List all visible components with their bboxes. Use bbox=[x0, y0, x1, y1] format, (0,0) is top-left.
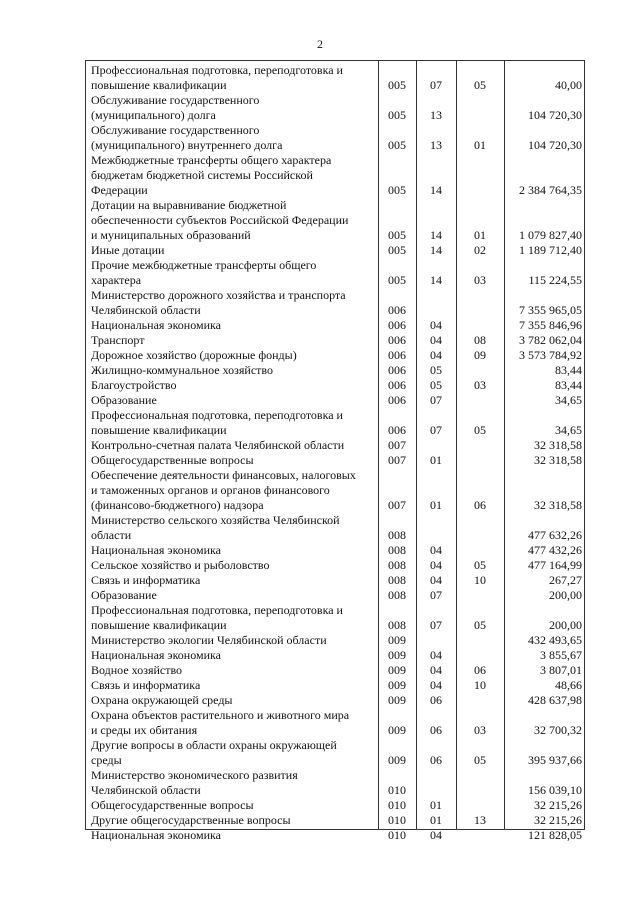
row-name-line: Национальная экономика bbox=[91, 318, 221, 332]
row-name bbox=[91, 693, 373, 708]
section-code: 06 bbox=[430, 753, 442, 767]
row-name-line: области bbox=[91, 528, 132, 542]
table-row bbox=[86, 663, 584, 678]
subsection-code: 02 bbox=[474, 243, 486, 257]
row-name-line: Дорожное хозяйство (дорожные фонды) bbox=[91, 348, 297, 362]
dept-code: 008 bbox=[388, 573, 406, 587]
subsection-code: 06 bbox=[474, 498, 486, 512]
table-row bbox=[86, 288, 584, 318]
dept-code: 007 bbox=[388, 438, 406, 452]
amount: 7 355 965,05 bbox=[519, 303, 582, 317]
row-name-line: среды bbox=[91, 753, 122, 767]
row-name bbox=[91, 513, 373, 543]
dept-code: 008 bbox=[388, 528, 406, 542]
row-name-line: Охрана объектов растительного и животного мира bbox=[91, 708, 350, 722]
amount: 83,44 bbox=[555, 363, 582, 377]
section-code: 14 bbox=[430, 273, 442, 287]
table-row bbox=[86, 378, 584, 393]
table-row bbox=[86, 333, 584, 348]
amount: 32 318,58 bbox=[534, 453, 582, 467]
dept-code: 008 bbox=[388, 618, 406, 632]
row-name bbox=[91, 63, 373, 93]
subsection-code: 05 bbox=[474, 78, 486, 92]
amount: 1 079 827,40 bbox=[519, 228, 582, 242]
row-name-line: повышение квалификации bbox=[91, 618, 227, 632]
dept-code: 005 bbox=[388, 228, 406, 242]
amount: 477 432,26 bbox=[528, 543, 582, 557]
row-name bbox=[91, 243, 373, 258]
dept-code: 007 bbox=[388, 498, 406, 512]
row-name bbox=[91, 798, 373, 813]
row-name-line: Профессиональная подготовка, переподготовка и bbox=[91, 603, 343, 617]
row-name-line: и среды их обитания bbox=[91, 723, 198, 737]
section-code: 01 bbox=[430, 453, 442, 467]
row-name-line: Связь и информатика bbox=[91, 678, 201, 692]
amount: 40,00 bbox=[555, 78, 582, 92]
row-name bbox=[91, 393, 373, 408]
amount: 200,00 bbox=[549, 618, 582, 632]
table-row bbox=[86, 93, 584, 123]
row-name-line: Министерство дорожного хозяйства и транспорта bbox=[91, 288, 346, 302]
row-name-line: Профессиональная подготовка, переподготовка и bbox=[91, 63, 343, 77]
amount: 115 224,55 bbox=[528, 273, 582, 287]
row-name-line: Челябинской области bbox=[91, 783, 201, 797]
amount: 3 855,67 bbox=[540, 648, 582, 662]
table-row bbox=[86, 678, 584, 693]
amount: 32 215,26 bbox=[534, 813, 582, 827]
row-name-line: Национальная экономика bbox=[91, 648, 221, 662]
subsection-code: 10 bbox=[474, 573, 486, 587]
section-code: 01 bbox=[430, 498, 442, 512]
section-code: 04 bbox=[430, 318, 442, 332]
section-code: 13 bbox=[430, 138, 442, 152]
dept-code: 005 bbox=[388, 183, 406, 197]
table-row bbox=[86, 738, 584, 768]
amount: 2 384 764,35 bbox=[519, 183, 582, 197]
row-name bbox=[91, 768, 373, 798]
section-code: 14 bbox=[430, 183, 442, 197]
row-name-line: (финансово-бюджетного) надзора bbox=[91, 498, 264, 512]
table-row bbox=[86, 348, 584, 363]
dept-code: 009 bbox=[388, 753, 406, 767]
amount: 32 318,58 bbox=[534, 438, 582, 452]
amount: 3 807,01 bbox=[540, 663, 582, 677]
subsection-code: 09 bbox=[474, 348, 486, 362]
subsection-code: 10 bbox=[474, 678, 486, 692]
row-name bbox=[91, 153, 373, 198]
row-name bbox=[91, 588, 373, 603]
row-name-line: Дотации на выравнивание бюджетной bbox=[91, 198, 287, 212]
row-name-line: Общегосударственные вопросы bbox=[91, 798, 254, 812]
section-code: 04 bbox=[430, 573, 442, 587]
amount: 477 164,99 bbox=[528, 558, 582, 572]
row-name-line: Обслуживание государственного bbox=[91, 123, 260, 137]
row-name bbox=[91, 738, 373, 768]
row-name bbox=[91, 543, 373, 558]
dept-code: 005 bbox=[388, 108, 406, 122]
row-name bbox=[91, 468, 373, 513]
row-name-line: Министерство экономического развития bbox=[91, 768, 298, 782]
dept-code: 008 bbox=[388, 558, 406, 572]
row-name-line: Общегосударственные вопросы bbox=[91, 453, 254, 467]
table-row bbox=[86, 828, 584, 843]
dept-code: 006 bbox=[388, 378, 406, 392]
amount: 3 782 062,04 bbox=[519, 333, 582, 347]
table-row bbox=[86, 633, 584, 648]
row-name-line: Профессиональная подготовка, переподготовка и bbox=[91, 408, 343, 422]
table-row bbox=[86, 393, 584, 408]
dept-code: 009 bbox=[388, 663, 406, 677]
section-code: 04 bbox=[430, 543, 442, 557]
amount: 267,27 bbox=[549, 573, 582, 587]
subsection-code: 01 bbox=[474, 228, 486, 242]
amount: 32 318,58 bbox=[534, 498, 582, 512]
table-row bbox=[86, 63, 584, 93]
subsection-code: 06 bbox=[474, 663, 486, 677]
row-name bbox=[91, 123, 373, 153]
section-code: 04 bbox=[430, 678, 442, 692]
table-row bbox=[86, 543, 584, 558]
row-name-line: Национальная экономика bbox=[91, 828, 221, 842]
budget-table bbox=[85, 60, 585, 842]
row-name-line: Национальная экономика bbox=[91, 543, 221, 557]
row-name-line: Межбюджетные трансферты общего характера bbox=[91, 153, 332, 167]
table-row bbox=[86, 453, 584, 468]
row-name bbox=[91, 363, 373, 378]
section-code: 07 bbox=[430, 393, 442, 407]
table-row bbox=[86, 468, 584, 513]
dept-code: 010 bbox=[388, 783, 406, 797]
row-name-line: Водное хозяйство bbox=[91, 663, 183, 677]
amount: 200,00 bbox=[549, 588, 582, 602]
row-name bbox=[91, 828, 373, 843]
row-name-line: Связь и информатика bbox=[91, 573, 201, 587]
row-name-line: и муниципальных образований bbox=[91, 228, 251, 242]
dept-code: 006 bbox=[388, 318, 406, 332]
dept-code: 010 bbox=[388, 798, 406, 812]
section-code: 05 bbox=[430, 363, 442, 377]
row-name bbox=[91, 198, 373, 243]
dept-code: 009 bbox=[388, 723, 406, 737]
section-code: 07 bbox=[430, 588, 442, 602]
row-name-line: Другие вопросы в области охраны окружающей bbox=[91, 738, 337, 752]
row-name bbox=[91, 813, 373, 828]
dept-code: 006 bbox=[388, 393, 406, 407]
table-row bbox=[86, 558, 584, 573]
subsection-code: 03 bbox=[474, 378, 486, 392]
section-code: 04 bbox=[430, 648, 442, 662]
table-row bbox=[86, 693, 584, 708]
section-code: 07 bbox=[430, 78, 442, 92]
subsection-code: 13 bbox=[474, 813, 486, 827]
row-name bbox=[91, 333, 373, 348]
row-name bbox=[91, 633, 373, 648]
row-name-line: Сельское хозяйство и рыболовство bbox=[91, 558, 270, 572]
section-code: 06 bbox=[430, 723, 442, 737]
section-code: 06 bbox=[430, 693, 442, 707]
row-name bbox=[91, 318, 373, 333]
dept-code: 006 bbox=[388, 333, 406, 347]
subsection-code: 03 bbox=[474, 723, 486, 737]
amount: 7 355 846,96 bbox=[519, 318, 582, 332]
page-number: 2 bbox=[317, 37, 323, 51]
subsection-code: 01 bbox=[474, 138, 486, 152]
row-name-line: (муниципального) долга bbox=[91, 108, 216, 122]
amount: 121 828,05 bbox=[528, 828, 582, 842]
subsection-code: 08 bbox=[474, 333, 486, 347]
dept-code: 009 bbox=[388, 693, 406, 707]
row-name bbox=[91, 288, 373, 318]
table-row bbox=[86, 153, 584, 198]
section-code: 04 bbox=[430, 663, 442, 677]
table-row bbox=[86, 408, 584, 438]
table-row bbox=[86, 318, 584, 333]
row-name-line: Благоустройство bbox=[91, 378, 177, 392]
row-name bbox=[91, 438, 373, 453]
row-name bbox=[91, 93, 373, 123]
row-name bbox=[91, 663, 373, 678]
row-name-line: обеспеченности субъектов Российской Федерации bbox=[91, 213, 349, 227]
table-row bbox=[86, 198, 584, 243]
row-name-line: Другие общегосударственные вопросы bbox=[91, 813, 291, 827]
table-row bbox=[86, 363, 584, 378]
row-name bbox=[91, 678, 373, 693]
row-name bbox=[91, 378, 373, 393]
row-name-line: Контрольно-счетная палата Челябинской области bbox=[91, 438, 345, 452]
table-row bbox=[86, 588, 584, 603]
amount: 477 632,26 bbox=[528, 528, 582, 542]
table-row bbox=[86, 243, 584, 258]
amount: 83,44 bbox=[555, 378, 582, 392]
row-name-line: Охрана окружающей среды bbox=[91, 693, 233, 707]
row-name-line: Жилищно-коммунальное хозяйство bbox=[91, 363, 274, 377]
row-name-line: Образование bbox=[91, 393, 157, 407]
dept-code: 009 bbox=[388, 648, 406, 662]
amount: 34,65 bbox=[555, 423, 582, 437]
dept-code: 006 bbox=[388, 363, 406, 377]
amount: 1 189 712,40 bbox=[519, 243, 582, 257]
section-code: 01 bbox=[430, 813, 442, 827]
dept-code: 006 bbox=[388, 423, 406, 437]
table-row bbox=[86, 648, 584, 663]
section-code: 01 bbox=[430, 798, 442, 812]
dept-code: 007 bbox=[388, 453, 406, 467]
amount: 104 720,30 bbox=[528, 138, 582, 152]
dept-code: 010 bbox=[388, 813, 406, 827]
row-name-line: Обслуживание государственного bbox=[91, 93, 260, 107]
section-code: 13 bbox=[430, 108, 442, 122]
row-name bbox=[91, 648, 373, 663]
amount: 34,65 bbox=[555, 393, 582, 407]
row-name bbox=[91, 558, 373, 573]
row-name-line: характера bbox=[91, 273, 142, 287]
section-code: 07 bbox=[430, 423, 442, 437]
dept-code: 009 bbox=[388, 633, 406, 647]
section-code: 07 bbox=[430, 618, 442, 632]
row-name-line: Обеспечение деятельности финансовых, налоговых bbox=[91, 468, 356, 482]
section-code: 04 bbox=[430, 333, 442, 347]
subsection-code: 05 bbox=[474, 753, 486, 767]
row-name-line: Транспорт bbox=[91, 333, 145, 347]
subsection-code: 05 bbox=[474, 423, 486, 437]
table-row bbox=[86, 438, 584, 453]
row-name-line: повышение квалификации bbox=[91, 423, 227, 437]
row-name bbox=[91, 453, 373, 468]
table-row bbox=[86, 708, 584, 738]
row-name bbox=[91, 348, 373, 363]
row-name bbox=[91, 708, 373, 738]
table-row bbox=[86, 768, 584, 798]
row-name bbox=[91, 408, 373, 438]
amount: 104 720,30 bbox=[528, 108, 582, 122]
table-row bbox=[86, 573, 584, 588]
row-name bbox=[91, 573, 373, 588]
row-name bbox=[91, 258, 373, 288]
amount: 32 700,32 bbox=[534, 723, 582, 737]
row-name-line: Федерации bbox=[91, 183, 148, 197]
row-name-line: Министерство сельского хозяйства Челябинской bbox=[91, 513, 340, 527]
table-row bbox=[86, 258, 584, 288]
section-code: 04 bbox=[430, 828, 442, 842]
row-name-line: Прочие межбюджетные трансферты общего bbox=[91, 258, 317, 272]
amount: 156 039,10 bbox=[528, 783, 582, 797]
amount: 3 573 784,92 bbox=[519, 348, 582, 362]
table-row bbox=[86, 798, 584, 813]
row-name-line: Челябинской области bbox=[91, 303, 201, 317]
section-code: 04 bbox=[430, 348, 442, 362]
row-name-line: и таможенных органов и органов финансового bbox=[91, 483, 330, 497]
dept-code: 006 bbox=[388, 303, 406, 317]
amount: 48,66 bbox=[555, 678, 582, 692]
dept-code: 005 bbox=[388, 138, 406, 152]
dept-code: 010 bbox=[388, 828, 406, 842]
section-code: 04 bbox=[430, 558, 442, 572]
row-name-line: (муниципального) внутреннего долга bbox=[91, 138, 283, 152]
table-row bbox=[86, 813, 584, 828]
subsection-code: 03 bbox=[474, 273, 486, 287]
row-name bbox=[91, 603, 373, 633]
section-code: 14 bbox=[430, 243, 442, 257]
amount: 432 493,65 bbox=[528, 633, 582, 647]
dept-code: 008 bbox=[388, 543, 406, 557]
amount: 32 215,26 bbox=[534, 798, 582, 812]
row-name-line: бюджетам бюджетной системы Российской bbox=[91, 168, 313, 182]
row-name-line: повышение квалификации bbox=[91, 78, 227, 92]
row-name-line: Министерство экологии Челябинской области bbox=[91, 633, 327, 647]
dept-code: 006 bbox=[388, 348, 406, 362]
table-row bbox=[86, 513, 584, 543]
amount: 428 637,98 bbox=[528, 693, 582, 707]
section-code: 05 bbox=[430, 378, 442, 392]
dept-code: 009 bbox=[388, 678, 406, 692]
dept-code: 008 bbox=[388, 588, 406, 602]
subsection-code: 05 bbox=[474, 558, 486, 572]
subsection-code: 05 bbox=[474, 618, 486, 632]
amount: 395 937,66 bbox=[528, 753, 582, 767]
table-row bbox=[86, 123, 584, 153]
row-name-line: Образование bbox=[91, 588, 157, 602]
dept-code: 005 bbox=[388, 243, 406, 257]
table-row bbox=[86, 603, 584, 633]
dept-code: 005 bbox=[388, 78, 406, 92]
dept-code: 005 bbox=[388, 273, 406, 287]
section-code: 14 bbox=[430, 228, 442, 242]
row-name-line: Иные дотации bbox=[91, 243, 165, 257]
